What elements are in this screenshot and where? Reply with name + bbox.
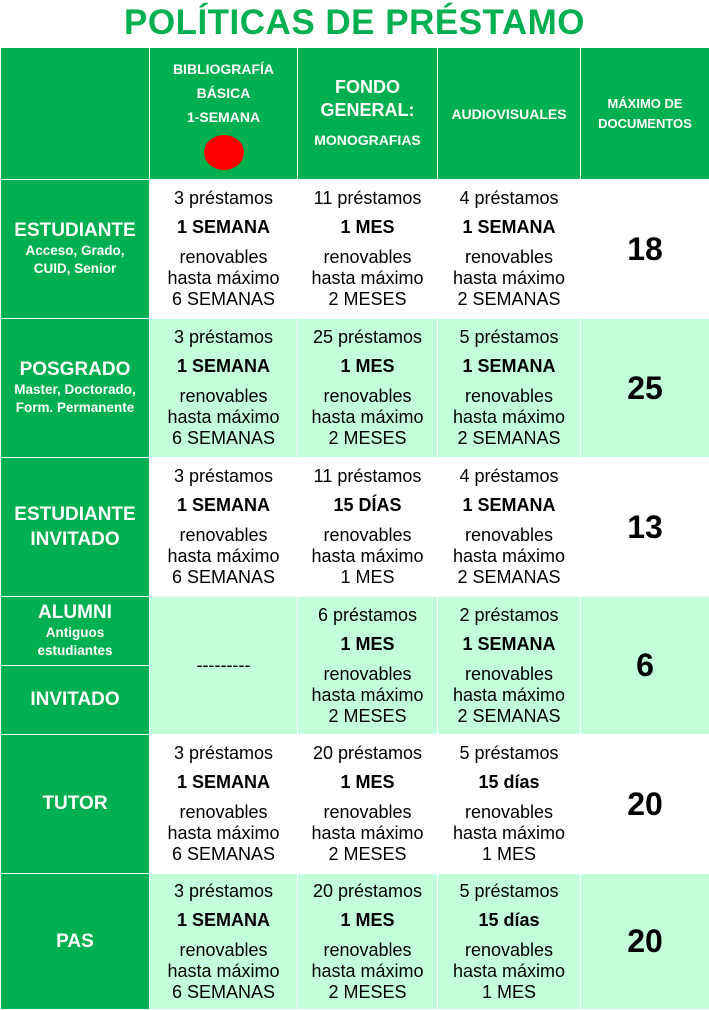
header-fondo-general: [298, 48, 438, 180]
loan-count: 3 préstamos: [173, 743, 274, 763]
cell-bibliografia: [150, 735, 298, 874]
loan-renewable: renovables: [179, 247, 268, 267]
loan-until: hasta máximo: [311, 268, 424, 288]
loan-period: 15 DÍAS: [333, 495, 402, 515]
row-label-estudiante-invitado: [1, 458, 150, 597]
loan-until: hasta máximo: [311, 684, 424, 705]
table-row: [1, 874, 709, 1010]
loan-until: hasta máximo: [167, 546, 280, 566]
cell-maximo: 20: [581, 874, 709, 1010]
cell-bibliografia: [150, 319, 298, 458]
loan-max: 2 MESES: [328, 289, 407, 309]
loan-until: hasta máximo: [452, 407, 566, 427]
loan-count: 3 préstamos: [173, 466, 274, 486]
header-fondo-line3: MONOGRAFIAS: [314, 131, 421, 148]
cell-maximo: 13: [581, 458, 709, 597]
loan-renewable: renovables: [179, 802, 268, 822]
loan-max: 6 SEMANAS: [171, 289, 276, 309]
loan-until: hasta máximo: [167, 960, 280, 981]
loan-renewable: renovables: [323, 802, 412, 822]
cell-fondo: [298, 319, 438, 458]
loan-period: 1 SEMANA: [462, 633, 556, 654]
cell-fondo: [298, 180, 438, 319]
table-row: [1, 597, 709, 666]
loan-until: hasta máximo: [167, 268, 280, 288]
cell-audiovisuales: [438, 874, 581, 1010]
loan-until: hasta máximo: [167, 407, 280, 427]
cell-bibliografia: [150, 458, 298, 597]
loan-count: 11 préstamos: [313, 188, 422, 208]
header-max-line2: DOCUMENTOS: [598, 115, 692, 131]
header-row: [1, 48, 709, 180]
row-label-main: ESTUDIANTE: [14, 504, 136, 525]
loan-until: hasta máximo: [311, 823, 424, 843]
header-bib-line2: BÁSICA: [196, 85, 251, 101]
header-bib-line1: BIBLIOGRAFÍA: [172, 61, 275, 77]
row-label-sub: Form. Permanente: [15, 400, 135, 415]
row-label-estudiante: [1, 180, 150, 319]
cell-maximo: 18: [581, 180, 709, 319]
cell-maximo: 6: [581, 597, 709, 735]
header-bibliografia: [150, 48, 298, 180]
loan-count: 6 préstamos: [317, 604, 418, 625]
header-audio-label: AUDIOVISUALES: [451, 105, 567, 122]
loan-until: hasta máximo: [311, 407, 424, 427]
loan-renewable: renovables: [323, 247, 412, 267]
row-label-sub: Antiguos: [45, 625, 105, 640]
loan-max: 6 SEMANAS: [171, 428, 276, 448]
loan-max: 2 SEMANAS: [457, 289, 561, 309]
header-audiovisuales: [438, 48, 581, 180]
loan-period: 15 días: [478, 909, 540, 930]
loan-until: hasta máximo: [452, 823, 566, 843]
row-label-invitado: [1, 666, 150, 735]
loan-count: 3 préstamos: [173, 327, 274, 347]
loan-renewable: renovables: [323, 939, 412, 960]
loan-count: 4 préstamos: [459, 466, 559, 486]
loan-max: 2 MESES: [328, 844, 407, 864]
header-maximo: [581, 48, 709, 180]
loan-count: 3 préstamos: [173, 880, 274, 901]
loan-max: 2 SEMANAS: [457, 428, 561, 448]
loan-period: 1 MES: [340, 217, 395, 237]
loan-renewable: renovables: [323, 663, 412, 684]
loan-period: 1 MES: [340, 772, 395, 792]
loan-renewable: renovables: [179, 525, 268, 545]
loan-until: hasta máximo: [167, 823, 280, 843]
row-label-main: ESTUDIANTE: [14, 220, 136, 241]
loan-until: hasta máximo: [452, 960, 566, 981]
loan-count: 20 préstamos: [312, 880, 423, 901]
loan-max: 2 MESES: [328, 705, 407, 726]
cell-fondo: [298, 597, 438, 735]
loan-count: 25 préstamos: [312, 327, 423, 347]
loan-count: 20 préstamos: [312, 743, 423, 763]
loan-policies-table: [0, 47, 709, 1010]
cell-maximo: 20: [581, 735, 709, 874]
loan-period: 1 MES: [340, 633, 395, 654]
header-fondo-line2: GENERAL:: [320, 99, 415, 120]
cell-maximo: 25: [581, 319, 709, 458]
row-label-main: ALUMNI: [38, 602, 112, 623]
cell-audiovisuales: [438, 180, 581, 319]
loan-count: 2 préstamos: [459, 604, 559, 625]
row-label-tutor: [1, 735, 150, 874]
loan-max: 2 SEMANAS: [457, 705, 561, 726]
loan-period: 1 SEMANA: [462, 356, 556, 376]
loan-period: 1 SEMANA: [176, 909, 270, 930]
loan-period: 1 SEMANA: [462, 217, 556, 237]
page-title: POLÍTICAS DE PRÉSTAMO: [124, 3, 585, 42]
row-label-sub: Acceso, Grado,: [25, 243, 125, 258]
loan-renewable: renovables: [464, 525, 554, 545]
loan-count: 5 préstamos: [459, 880, 559, 901]
loan-max: 2 MESES: [328, 981, 407, 1002]
loan-renewable: renovables: [464, 386, 554, 406]
row-label-sub: estudiantes: [37, 643, 113, 658]
loan-until: hasta máximo: [311, 960, 424, 981]
loan-period: 1 SEMANA: [176, 772, 270, 792]
loan-renewable: renovables: [323, 525, 412, 545]
loan-period: 1 SEMANA: [462, 495, 556, 515]
row-label-pas: [1, 874, 150, 1010]
loan-until: hasta máximo: [452, 684, 566, 705]
loan-max: 6 SEMANAS: [171, 844, 276, 864]
red-dot-icon: [204, 135, 244, 170]
loan-renewable: renovables: [464, 247, 554, 267]
loan-count: 3 préstamos: [173, 188, 274, 208]
loan-max: 1 MES: [340, 567, 395, 587]
loan-count: 4 préstamos: [459, 188, 559, 208]
loan-max: 2 SEMANAS: [457, 567, 561, 587]
header-corner: [1, 48, 150, 180]
loan-count: 5 préstamos: [459, 743, 559, 763]
loan-period: 1 SEMANA: [176, 356, 270, 376]
row-label-main: TUTOR: [42, 793, 108, 814]
loan-max: 6 SEMANAS: [171, 981, 276, 1002]
loan-renewable: renovables: [179, 386, 268, 406]
cell-fondo: [298, 874, 438, 1010]
loan-renewable: renovables: [323, 386, 412, 406]
cell-audiovisuales: [438, 319, 581, 458]
row-label-main: PAS: [56, 930, 94, 952]
row-label-sub: CUID, Senior: [33, 261, 117, 276]
loan-max: 1 MES: [481, 981, 537, 1002]
row-label-main: INVITADO: [30, 689, 120, 710]
loan-until: hasta máximo: [452, 546, 566, 566]
cell-bibliografia: [150, 180, 298, 319]
loan-period: 1 SEMANA: [176, 217, 270, 237]
cell-audiovisuales: [438, 458, 581, 597]
cell-audiovisuales: [438, 597, 581, 735]
loan-count: 5 préstamos: [459, 327, 559, 347]
header-bib-line3: 1-SEMANA: [186, 109, 261, 125]
loan-until: hasta máximo: [452, 268, 566, 288]
row-label-posgrado: [1, 319, 150, 458]
table-row: [1, 319, 709, 458]
cell-bibliografia: [150, 874, 298, 1010]
cell-audiovisuales: [438, 735, 581, 874]
loan-period: 15 días: [478, 772, 540, 792]
header-max-line1: MÁXIMO DE: [607, 95, 683, 111]
loan-until: hasta máximo: [311, 546, 424, 566]
loan-count: 11 préstamos: [313, 466, 422, 486]
cell-bibliografia-empty: ---------: [150, 597, 298, 735]
row-label-main: POSGRADO: [19, 359, 131, 380]
cell-fondo: [298, 735, 438, 874]
row-label-alumni: [1, 597, 150, 666]
loan-max: 6 SEMANAS: [171, 567, 276, 587]
loan-renewable: renovables: [464, 802, 554, 822]
loan-period: 1 MES: [340, 909, 395, 930]
cell-fondo: [298, 458, 438, 597]
loan-renewable: renovables: [464, 663, 554, 684]
table-row: [1, 458, 709, 597]
table-row: [1, 180, 709, 319]
loan-renewable: renovables: [179, 939, 268, 960]
loan-renewable: renovables: [464, 939, 554, 960]
loan-max: 2 MESES: [328, 428, 407, 448]
header-fondo-line1: FONDO: [335, 76, 400, 97]
row-label-main: INVITADO: [30, 529, 120, 550]
loan-max: 1 MES: [481, 844, 537, 864]
table-row: [1, 735, 709, 874]
loan-period: 1 SEMANA: [176, 495, 270, 515]
row-label-sub: Master, Doctorado,: [14, 382, 136, 397]
loan-period: 1 MES: [340, 356, 395, 376]
